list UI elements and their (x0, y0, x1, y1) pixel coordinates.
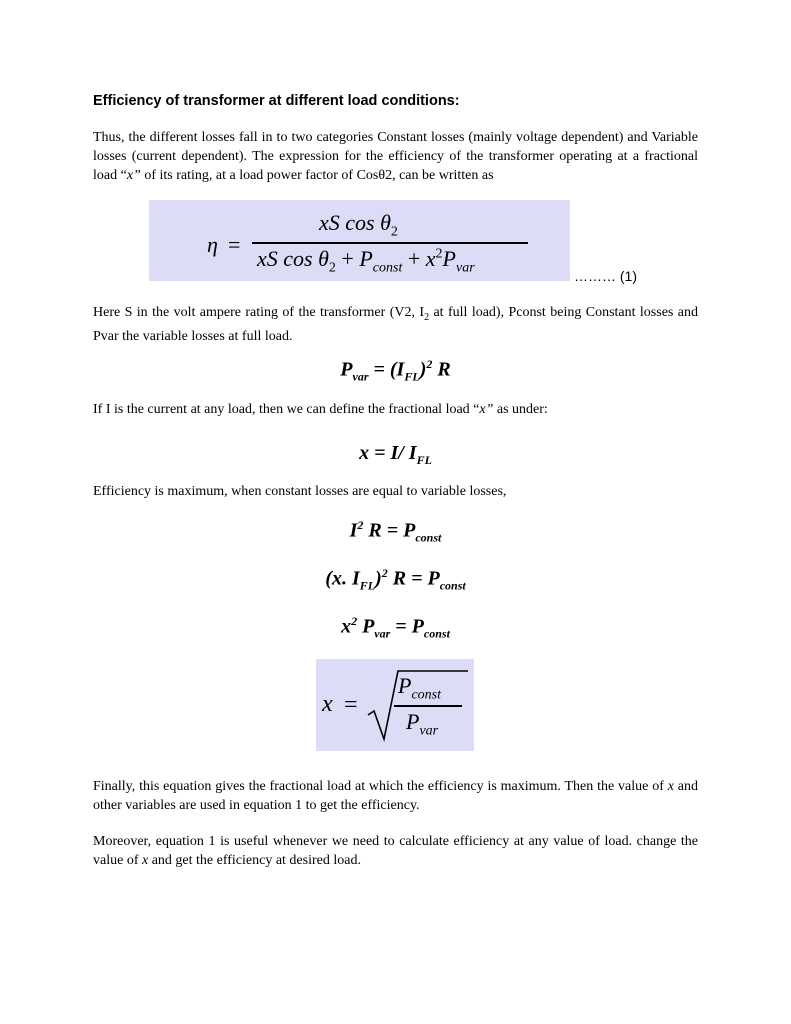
formula-i2r: $I^2$ $R = P_{const}$ (349, 518, 442, 545)
text-run: of its rating, at a load power factor of Cosθ2, can be written as (140, 168, 494, 183)
sqrt-denominator: $P_{var}$ (406, 709, 439, 739)
numerator: xS $\cos \theta_2$ (319, 210, 398, 240)
variable-x: x” (126, 168, 141, 183)
equals-sign: = (344, 692, 358, 718)
equation-number: ……… (1) (574, 268, 637, 284)
fraction-bar (252, 242, 528, 244)
paragraph-rating: Here S in the volt ampere rating of the transformer (V2, $I_2$ at full load), Pconst being Constant losses and Pvar the variable losses at full load. (93, 305, 698, 344)
formula-pvar: $P_{var} = (I_{FL})^2$ R (340, 357, 451, 384)
paragraph-finally: Finally, this equation gives the fractional load at which the efficiency is maximum. Then the value of x and other variables are used in equation 1 to get the efficiency. (93, 779, 699, 813)
paragraph-losses (93, 128, 698, 185)
efficiency-equation-image (149, 200, 570, 281)
x-symbol: x (322, 691, 333, 717)
section-heading: Efficiency of transformer at different load conditions: (93, 93, 460, 109)
sqrt-equation-image (316, 659, 474, 751)
formula-x: x = I/ $I_{FL}$ (359, 442, 432, 467)
denominator: xS $\cos \theta_2 + P_{const} + x^2P_{var}$ (257, 246, 475, 276)
formula-x2pvar: $x^2$ $P_{var} = P_{const}$ (341, 614, 450, 641)
sqrt-numerator: $P_{const}$ (398, 673, 442, 703)
text-run: Thus, the different losses fall in to two categories Constant losses (mainly voltage dependent) and Variable losses (current dependent). The expression for the efficiency of the transformer operating at a fractional load “ (93, 130, 698, 183)
formula-xifl: (x. $I_{FL})^2$ $R = P_{const}$ (325, 566, 466, 593)
eta-symbol: η (207, 232, 218, 257)
paragraph-moreover: Moreover, equation 1 is useful whenever we need to calculate efficiency at any value of load. change the value of x and get the efficiency at desired load. (93, 834, 698, 868)
equals-sign: = (228, 232, 241, 257)
paragraph-fractional-load: If I is the current at any load, then we can define the fractional load “x” as under: (93, 402, 548, 417)
fraction-bar (394, 705, 462, 707)
paragraph-maximum: Efficiency is maximum, when constant losses are equal to variable losses, (93, 484, 507, 499)
